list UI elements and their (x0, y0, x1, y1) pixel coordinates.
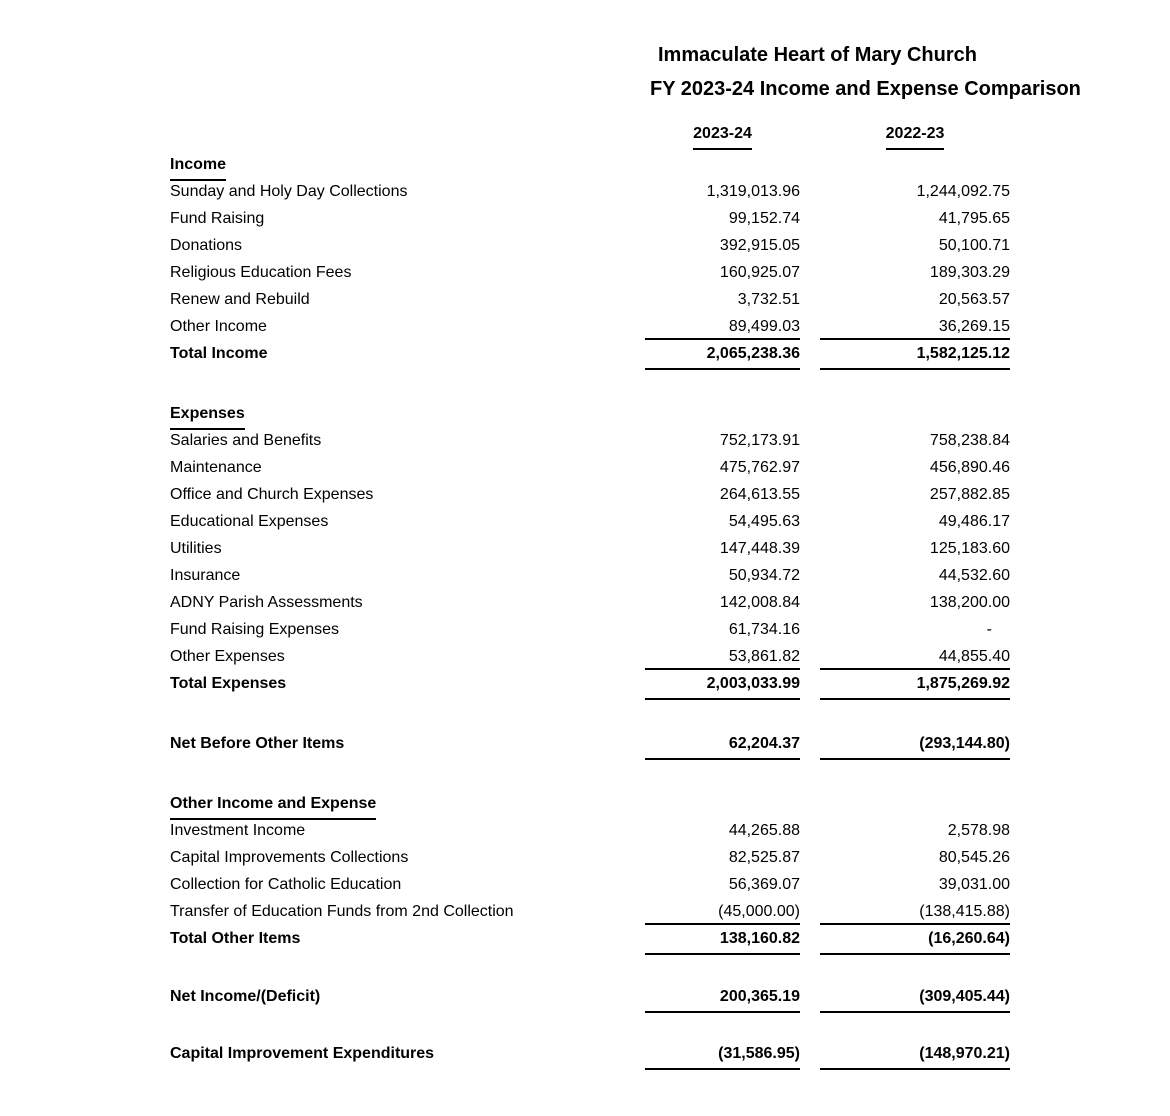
table-row (0, 205, 1170, 232)
value-2023-24: 82,525.87 (728, 849, 800, 866)
capital-value-2022-23: (148,970.21) (820, 1040, 1010, 1070)
value-2022-23: 125,183.60 (929, 540, 1010, 557)
other-heading-label: Other Income and Expense (170, 790, 376, 820)
row-label: ADNY Parish Assessments (170, 594, 363, 611)
value-2022-23: - (986, 621, 992, 638)
empty-cell (645, 790, 800, 817)
net-income-value-2022-23: (309,405.44) (820, 983, 1010, 1013)
value-2022-23: 80,545.26 (938, 849, 1010, 866)
value-2022-23: 44,532.60 (938, 567, 1010, 584)
value-2022-23: 2,578.98 (947, 822, 1010, 839)
net-before-label: Net Before Other Items (170, 735, 345, 752)
table-row (0, 898, 1170, 925)
row-label: Transfer of Education Funds from 2nd Collection (170, 903, 514, 920)
net-income-row (0, 983, 1170, 1013)
row-label: Investment Income (170, 822, 306, 839)
table-row (0, 313, 1170, 340)
value-2023-24: 54,495.63 (728, 513, 800, 530)
empty-cell (645, 151, 800, 178)
value-2022-23: 758,238.84 (929, 432, 1010, 449)
table-row (0, 589, 1170, 616)
total-value-2023-24: 138,160.82 (645, 925, 800, 955)
table-row (0, 508, 1170, 535)
net-before-other-items-row (0, 730, 1170, 760)
value-2023-24: 56,369.07 (728, 876, 800, 893)
value-2022-23: 1,244,092.75 (916, 183, 1010, 200)
value-2023-24: 44,265.88 (728, 822, 800, 839)
row-label: Donations (170, 237, 243, 254)
row-label: Religious Education Fees (170, 264, 352, 281)
row-label: Insurance (170, 567, 241, 584)
row-label: Office and Church Expenses (170, 486, 374, 503)
value-2022-23: 39,031.00 (938, 876, 1010, 893)
net-before-value-2022-23: (293,144.80) (820, 730, 1010, 760)
net-income-value-2023-24: 200,365.19 (645, 983, 800, 1013)
table-row (0, 259, 1170, 286)
table-row (0, 844, 1170, 871)
capital-label: Capital Improvement Expenditures (170, 1045, 435, 1062)
total-label: Total Expenses (170, 675, 287, 692)
empty-cell (820, 790, 1010, 817)
value-2022-23: 20,563.57 (938, 291, 1010, 308)
row-label: Sunday and Holy Day Collections (170, 183, 408, 200)
value-2023-24: (45,000.00) (645, 898, 800, 925)
table-row (0, 178, 1170, 205)
value-2022-23: 36,269.15 (820, 313, 1010, 340)
total-label: Total Income (170, 345, 268, 362)
empty-cell (820, 400, 1010, 427)
total-value-2023-24: 2,003,033.99 (645, 670, 800, 700)
net-income-label: Net Income/(Deficit) (170, 988, 321, 1005)
other-section-heading (170, 790, 645, 817)
row-label: Collection for Catholic Education (170, 876, 402, 893)
value-2023-24: 1,319,013.96 (706, 183, 800, 200)
row-label: Capital Improvements Collections (170, 849, 409, 866)
value-2023-24: 89,499.03 (645, 313, 800, 340)
total-expenses-row (0, 670, 1170, 700)
total-label: Total Other Items (170, 930, 301, 947)
table-row (0, 286, 1170, 313)
expenses-section-heading-row (0, 400, 1170, 427)
value-2022-23: 257,882.85 (929, 486, 1010, 503)
value-2023-24: 50,934.72 (728, 567, 800, 584)
table-row (0, 817, 1170, 844)
row-label: Other Income (170, 318, 267, 335)
empty-cell (820, 151, 1010, 178)
table-row (0, 232, 1170, 259)
value-2023-24: 53,861.82 (645, 643, 800, 670)
total-value-2022-23: 1,875,269.92 (820, 670, 1010, 700)
income-section-heading-row (0, 151, 1170, 178)
value-2022-23: 49,486.17 (938, 513, 1010, 530)
value-2022-23: 456,890.46 (929, 459, 1010, 476)
capital-value-2023-24: (31,586.95) (645, 1040, 800, 1070)
expenses-heading-label: Expenses (170, 400, 245, 430)
value-2022-23: 138,200.00 (929, 594, 1010, 611)
value-2023-24: 264,613.55 (719, 486, 800, 503)
total-other-items-row (0, 925, 1170, 955)
row-label: Fund Raising Expenses (170, 621, 339, 638)
value-2023-24: 142,008.84 (719, 594, 800, 611)
value-2023-24: 99,152.74 (728, 210, 800, 227)
value-2022-23: 41,795.65 (938, 210, 1010, 227)
table-row (0, 535, 1170, 562)
value-2023-24: 61,734.16 (728, 621, 800, 638)
empty-cell (645, 400, 800, 427)
document-title (650, 0, 1170, 106)
income-section-heading (170, 151, 645, 178)
table-row (0, 481, 1170, 508)
value-2023-24: 3,732.51 (737, 291, 800, 308)
row-label: Maintenance (170, 459, 262, 476)
table-row (0, 454, 1170, 481)
value-2023-24: 475,762.97 (719, 459, 800, 476)
total-value-2022-23: 1,582,125.12 (820, 340, 1010, 370)
table-row (0, 562, 1170, 589)
net-before-value-2023-24: 62,204.37 (645, 730, 800, 760)
table-row (0, 871, 1170, 898)
column-header-row (0, 120, 1170, 147)
value-2022-23: 50,100.71 (938, 237, 1010, 254)
title-line-1: Immaculate Heart of Mary Church (658, 44, 977, 66)
capital-improvement-expenditures-row (0, 1040, 1170, 1070)
total-value-2023-24: 2,065,238.36 (645, 340, 800, 370)
expenses-section-heading (170, 400, 645, 427)
column-header-2023-24-label: 2023-24 (693, 120, 752, 150)
income-heading-label: Income (170, 151, 226, 181)
column-header-2022-23-label: 2022-23 (886, 120, 945, 150)
total-income-row (0, 340, 1170, 370)
row-label: Educational Expenses (170, 513, 329, 530)
table-row (0, 427, 1170, 454)
table-row (0, 616, 1170, 643)
row-label: Renew and Rebuild (170, 291, 310, 308)
value-2023-24: 752,173.91 (719, 432, 800, 449)
table-row (0, 643, 1170, 670)
row-label: Utilities (170, 540, 222, 557)
total-value-2022-23: (16,260.64) (820, 925, 1010, 955)
column-header-2023-24 (645, 120, 800, 147)
value-2022-23: (138,415.88) (820, 898, 1010, 925)
column-header-spacer (170, 120, 645, 147)
other-section-heading-row (0, 790, 1170, 817)
title-line-2: FY 2023-24 Income and Expense Comparison (650, 78, 1081, 100)
value-2023-24: 160,925.07 (719, 264, 800, 281)
row-label: Fund Raising (170, 210, 265, 227)
value-2022-23: 44,855.40 (820, 643, 1010, 670)
value-2023-24: 147,448.39 (719, 540, 800, 557)
value-2022-23: 189,303.29 (929, 264, 1010, 281)
value-2023-24: 392,915.05 (719, 237, 800, 254)
row-label: Salaries and Benefits (170, 432, 322, 449)
column-header-2022-23 (820, 120, 1010, 147)
row-label: Other Expenses (170, 648, 285, 665)
